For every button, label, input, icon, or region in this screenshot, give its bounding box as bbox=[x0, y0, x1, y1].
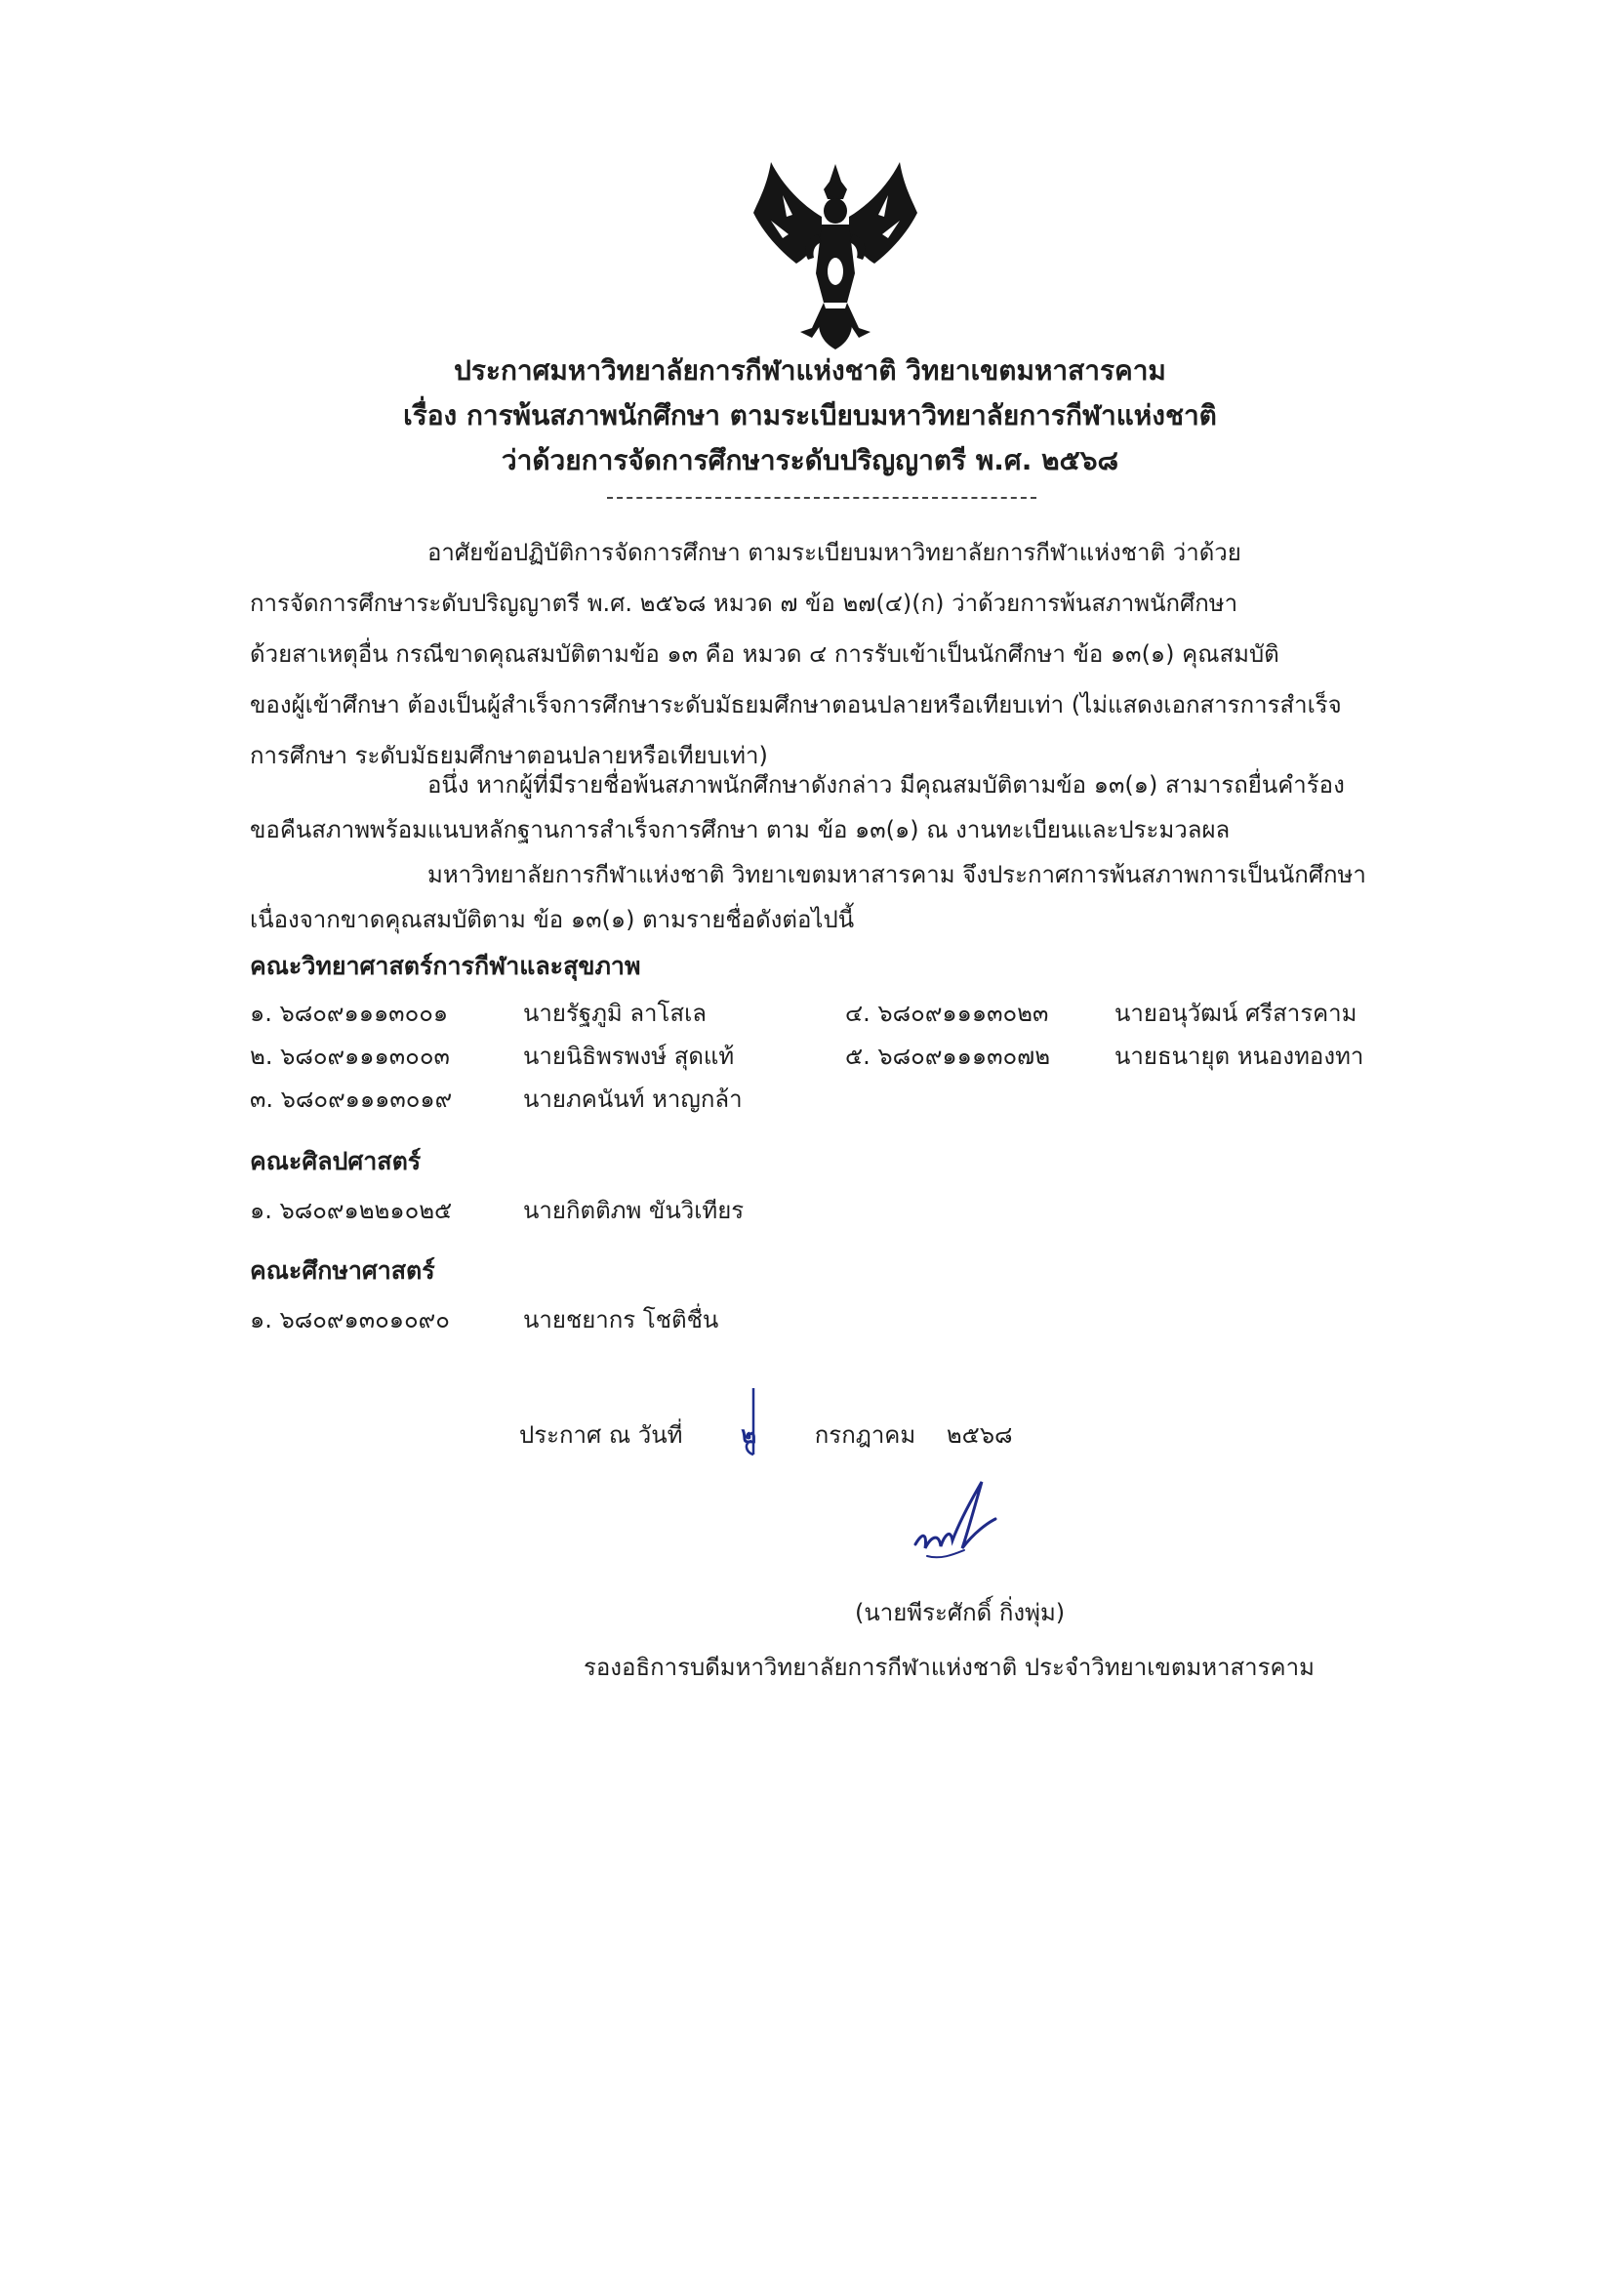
student-row bbox=[250, 992, 796, 1035]
student-name: นายกิตติภพ ขันวิเทียร bbox=[523, 1197, 745, 1224]
student-name: นายอนุวัฒน์ ศรีสารคาม bbox=[1114, 1000, 1357, 1027]
paragraph-2-line-1: อนึ่ง หากผู้ที่มีรายชื่อพ้นสภาพนักศึกษาดังกล่าว มีคุณสมบัติตามข้อ ๑๓(๑) สามารถยื่นคำร้อง bbox=[427, 771, 1345, 799]
student-name: นายชยากร โชติชื่น bbox=[523, 1306, 719, 1333]
student-row bbox=[250, 1035, 796, 1078]
student-name: นายนิธิพรพงษ์ สุดแท้ bbox=[523, 1043, 735, 1070]
student-row bbox=[845, 1035, 1392, 1078]
faculty-heading: คณะศิลปศาสตร์ bbox=[250, 1147, 422, 1175]
title-divider bbox=[607, 497, 1036, 499]
paragraph-1-line-4: ของผู้เข้าศึกษา ต้องเป็นผู้สำเร็จการศึกษาระดับมัธยมศึกษาตอนปลายหรือเทียบเท่า (ไม่แสดงเอกสารการสำเร็จ bbox=[250, 691, 1342, 718]
paragraph-2-line-2: ขอคืนสภาพพร้อมแนบหลักฐานการสำเร็จการศึกษา ตาม ข้อ ๑๓(๑) ณ งานทะเบียนและประมวลผล bbox=[250, 816, 1231, 843]
announcement-year: ๒๕๖๘ bbox=[946, 1421, 1013, 1449]
student-id: ๓. ๖๘๐๙๑๑๑๓๐๑๙ bbox=[250, 1086, 453, 1113]
paragraph-1-line-1: อาศัยข้อปฏิบัติการจัดการศึกษา ตามระเบียบมหาวิทยาลัยการกีฬาแห่งชาติ ว่าด้วย bbox=[427, 539, 1241, 566]
paragraph-3-line-1: มหาวิทยาลัยการกีฬาแห่งชาติ วิทยาเขตมหาสารคาม จึงประกาศการพ้นสภาพการเป็นนักศึกษา bbox=[427, 861, 1366, 888]
handwritten-day-mark bbox=[740, 1384, 798, 1462]
student-row bbox=[845, 992, 1392, 1035]
title-line-3: ว่าด้วยการจัดการศึกษาระดับปริญญาตรี พ.ศ. ๒๕๖๘ bbox=[501, 444, 1119, 476]
title-line-2: เรื่อง การพ้นสภาพนักศึกษา ตามระเบียบมหาวิทยาลัยการกีฬาแห่งชาติ bbox=[403, 399, 1217, 431]
paragraph-1-line-5: การศึกษา ระดับมัธยมศึกษาตอนปลายหรือเทียบเท่า) bbox=[250, 742, 768, 769]
student-name: นายรัฐภูมิ ลาโสเล bbox=[523, 1000, 707, 1027]
student-id: ๒. ๖๘๐๙๑๑๑๓๐๐๓ bbox=[250, 1043, 450, 1070]
paragraph-3-line-2: เนื่องจากขาดคุณสมบัติตาม ข้อ ๑๓(๑) ตามรายชื่อดังต่อไปนี้ bbox=[250, 906, 855, 933]
student-id: ๑. ๖๘๐๙๑๑๑๓๐๐๑ bbox=[250, 1000, 449, 1027]
signatory-name: (นายพีระศักดิ์ กิ่งพุ่ม) bbox=[855, 1599, 1066, 1626]
student-name: นายธนายุต หนองทองทา bbox=[1114, 1043, 1364, 1070]
title-line-1: ประกาศมหาวิทยาลัยการกีฬาแห่งชาติ วิทยาเขตมหาสารคาม bbox=[454, 354, 1166, 387]
faculty-heading: คณะวิทยาศาสตร์การกีฬาและสุขภาพ bbox=[250, 952, 641, 980]
signatory-position: รองอธิการบดีมหาวิทยาลัยการกีฬาแห่งชาติ ประจำวิทยาเขตมหาสารคาม bbox=[584, 1654, 1315, 1681]
paragraph-1-line-2: การจัดการศึกษาระดับปริญญาตรี พ.ศ. ๒๕๖๘ หมวด ๗ ข้อ ๒๗(๔)(ก) ว่าด้วยการพ้นสภาพนักศึกษา bbox=[250, 590, 1238, 617]
student-id: ๑. ๖๘๐๙๑๓๐๑๐๙๐ bbox=[250, 1306, 450, 1333]
student-row bbox=[250, 1189, 796, 1232]
paragraph-1-line-3: ด้วยสาเหตุอื่น กรณีขาดคุณสมบัติตามข้อ ๑๓ คือ หมวด ๔ การรับเข้าเป็นนักศึกษา ข้อ ๑๓(๑) คุณสมบัติ bbox=[250, 640, 1279, 668]
announcement-day: ๒ bbox=[741, 1421, 757, 1449]
student-id: ๔. ๖๘๐๙๑๑๑๓๐๒๓ bbox=[845, 1000, 1049, 1027]
garuda-emblem-icon bbox=[753, 156, 917, 351]
student-id: ๑. ๖๘๐๙๑๒๒๑๐๒๕ bbox=[250, 1197, 453, 1224]
student-row bbox=[250, 1298, 796, 1341]
student-name: นายภคนันท์ หาญกล้า bbox=[523, 1086, 743, 1113]
faculty-heading: คณะศึกษาศาสตร์ bbox=[250, 1256, 435, 1285]
student-id: ๕. ๖๘๐๙๑๑๑๓๐๗๒ bbox=[845, 1043, 1051, 1070]
student-row bbox=[250, 1078, 796, 1121]
announcement-month: กรกฎาคม bbox=[814, 1421, 916, 1449]
announcement-prefix: ประกาศ ณ วันที่ bbox=[519, 1421, 683, 1449]
signature-image bbox=[906, 1476, 1042, 1583]
